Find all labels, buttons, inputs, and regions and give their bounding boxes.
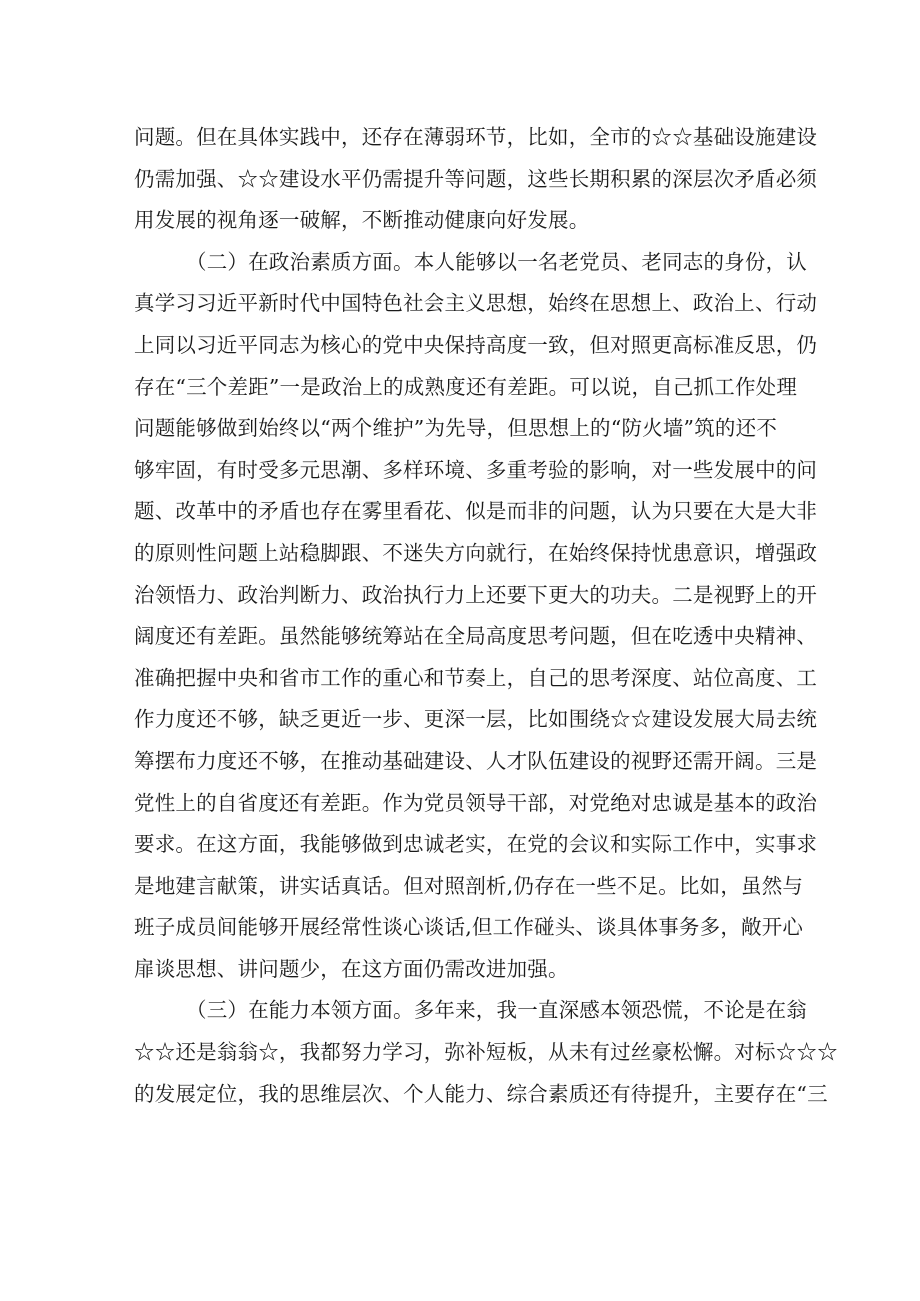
text-line: 班子成员间能够开展经常性谈心谈话,但工作碰头、谈具体事务多，敞开心 — [134, 915, 804, 940]
text-line: 作力度还不够，缺乏更近一步、更深一层，比如围绕☆☆建设发展大局去统 — [134, 707, 818, 732]
text-line: 问题。但在具体实践中，还存在薄弱环节，比如，全市的☆☆基础设施建设 — [134, 125, 818, 149]
text-line: 扉谈思想、讲问题少，在这方面仍需改进加强。 — [134, 956, 569, 981]
text-line: 用发展的视角逐一破解，不断推动健康向好发展。 — [134, 208, 590, 233]
text-line: 是地建言献策，讲实话真话。但对照剖析,仍存在一些不足。比如，虽然与 — [134, 873, 804, 898]
text-line: 党性上的自省度还有差距。作为党员领导干部，对党绝对忠诚是基本的政治 — [134, 790, 818, 815]
paragraph-heading-line: （二）在政治素质方面。本人能够以一名老党员、老同志的身份，认 — [186, 249, 807, 274]
text-line: 仍需加强、☆☆建设水平仍需提升等问题，这些长期积累的深层次矛盾必须 — [134, 166, 818, 191]
text-line: 的发展定位，我的思维层次、个人能力、综合素质还有待提升，主要存在“三 — [134, 1081, 828, 1106]
text-line: 准确把握中央和省市工作的重心和节奏上，自己的思考深度、站位高度、工 — [134, 665, 818, 690]
text-line: 的原则性问题上站稳脚跟、不迷失方向就行，在始终保持忧患意识，增强政 — [134, 540, 818, 565]
paragraph-heading-line: （三）在能力本领方面。多年来，我一直深感本领恐慌，不论是在翁 — [186, 998, 807, 1023]
text-line: 存在“三个差距”一是政治上的成熟度还有差距。可以说，自己抓工作处理 — [134, 374, 798, 399]
text-line: 要求。在这方面，我能够做到忠诚老实，在党的会议和实际工作中，实事求 — [134, 832, 818, 857]
text-line: 问题能够做到始终以“两个维护”为先导，但思想上的“防火墙”筑的还不 — [134, 416, 778, 441]
text-line: 真学习习近平新时代中国特色社会主义思想，始终在思想上、政治上、行动 — [134, 291, 818, 316]
document-body — [134, 117, 838, 1115]
text-line: ☆☆还是翁翁☆，我都努力学习，弥补短板，从未有过丝豪松懈。对标☆☆☆ — [134, 1040, 838, 1065]
text-line: 上同以习近平同志为核心的党中央保持高度一致，但对照更高标准反思，仍 — [134, 332, 818, 357]
text-line: 够牢固，有时受多元思潮、多样环境、多重考验的影响，对一些发展中的问 — [134, 457, 818, 482]
text-line: 题、改革中的矛盾也存在雾里看花、似是而非的问题，认为只要在大是大非 — [134, 499, 818, 524]
text-line: 治领悟力、政治判断力、政治执行力上还要下更大的功夫。二是视野上的开 — [134, 582, 818, 607]
text-line: 阔度还有差距。虽然能够统筹站在全局高度思考问题，但在吃透中央精神、 — [134, 624, 818, 649]
text-line: 筹摆布力度还不够，在推动基础建设、人才队伍建设的视野还需开阔。三是 — [134, 748, 818, 773]
